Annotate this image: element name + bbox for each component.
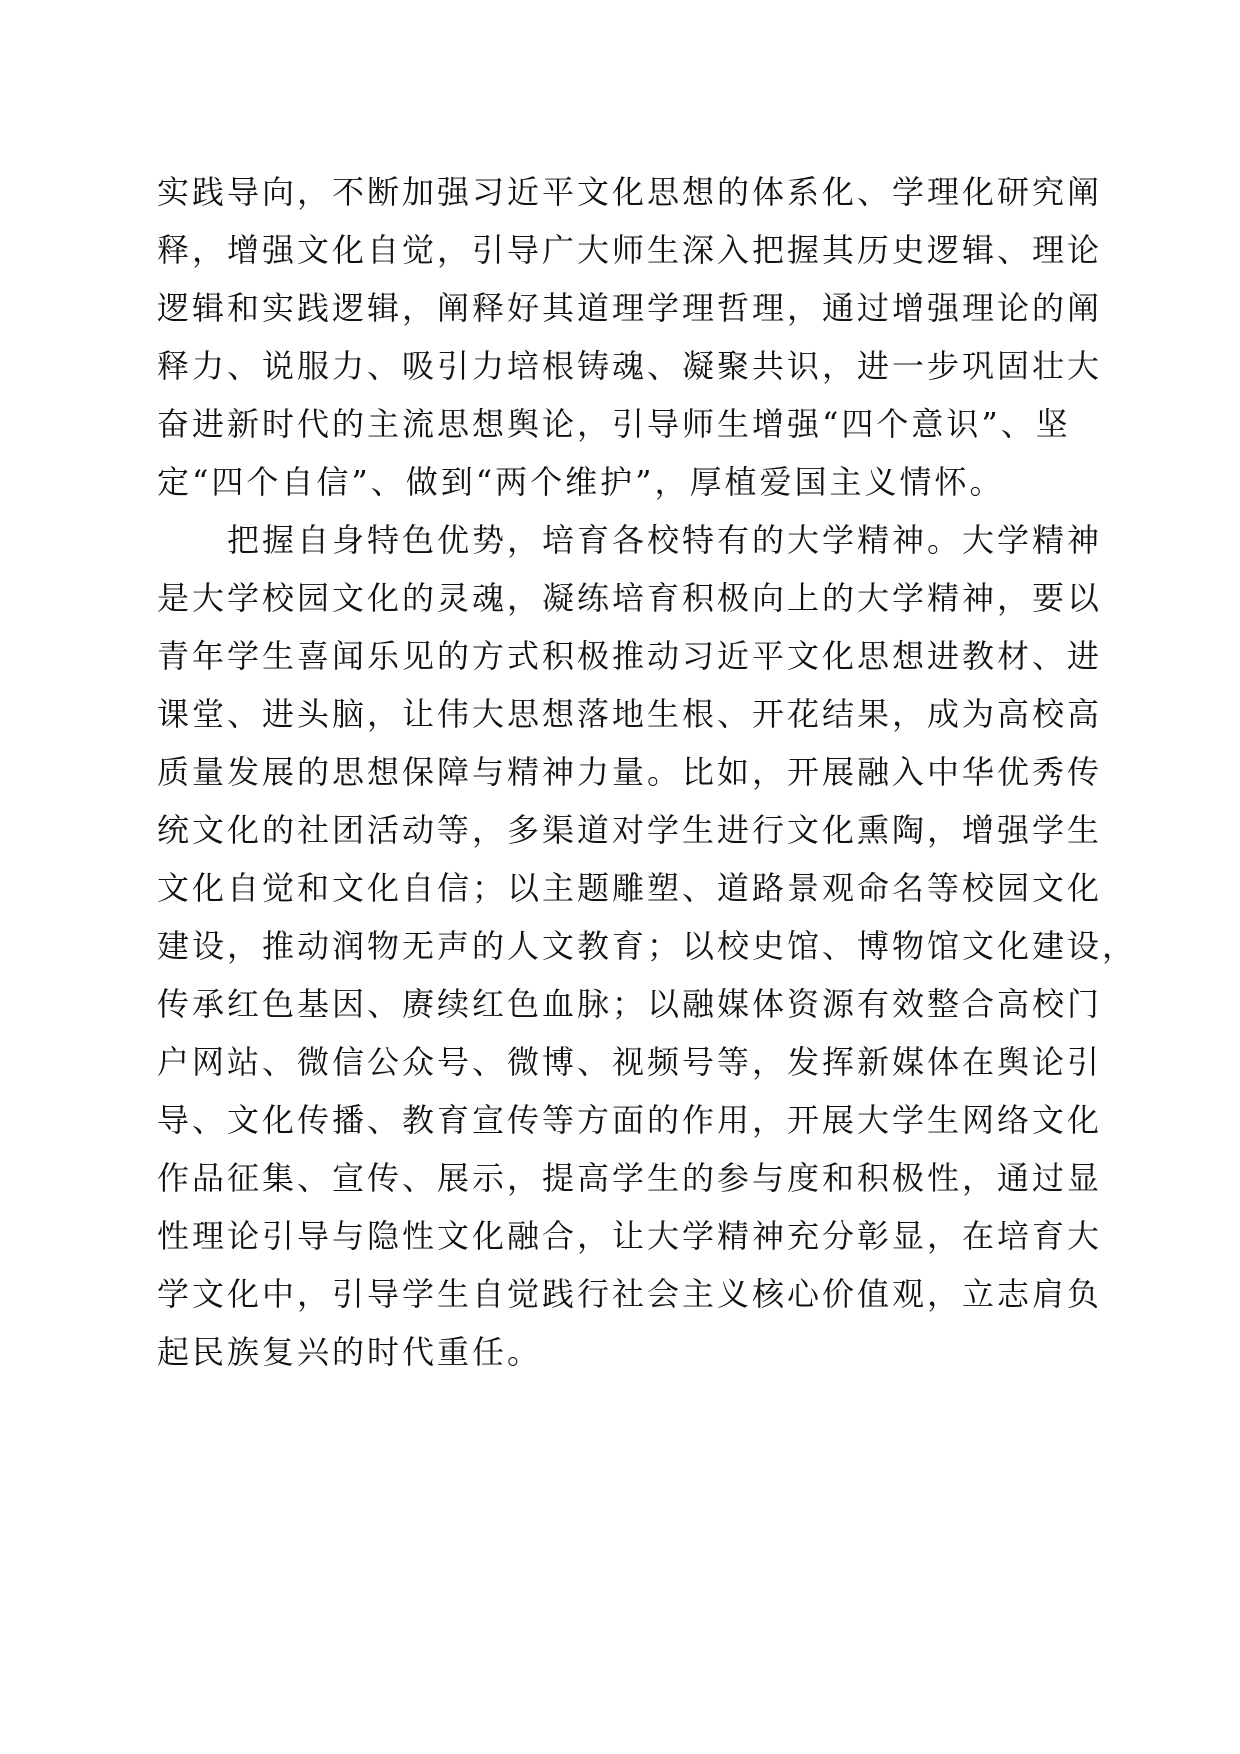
paragraph-2-line-15: 起民族复兴的时代重任。 [157, 1333, 543, 1371]
paragraph-2-line-9: 传承红色基因、赓续红色血脉；以融媒体资源有效整合高校门 [157, 985, 1103, 1023]
paragraph-2-line-8: 建设，推动润物无声的人文教育；以校史馆、博物馆文化建设， [157, 927, 1138, 965]
paragraph-1-line-2: 释，增强文化自觉，引导广大师生深入把握其历史逻辑、理论 [157, 231, 1103, 269]
paragraph-2-line-13: 性理论引导与隐性文化融合，让大学精神充分彰显，在培育大 [157, 1217, 1103, 1255]
paragraph-2-line-1: 把握自身特色优势，培育各校特有的大学精神。大学精神 [227, 521, 1103, 559]
paragraph-1-line-4: 释力、说服力、吸引力培根铸魂、凝聚共识，进一步巩固壮大 [157, 347, 1103, 385]
paragraph-2-line-12: 作品征集、宣传、展示，提高学生的参与度和积极性，通过显 [157, 1159, 1103, 1197]
paragraph-2-line-14: 学文化中，引导学生自觉践行社会主义核心价值观，立志肩负 [157, 1275, 1103, 1313]
paragraph-2-line-2: 是大学校园文化的灵魂，凝练培育积极向上的大学精神，要以 [157, 579, 1103, 617]
paragraph-2-line-6: 统文化的社团活动等，多渠道对学生进行文化熏陶，增强学生 [157, 811, 1103, 849]
paragraph-2-line-11: 导、文化传播、教育宣传等方面的作用，开展大学生网络文化 [157, 1101, 1103, 1139]
paragraph-1-line-6: 定“四个自信”、做到“两个维护”，厚植爱国主义情怀。 [157, 463, 1005, 501]
paragraph-2-line-4: 课堂、进头脑，让伟大思想落地生根、开花结果，成为高校高 [157, 695, 1103, 733]
paragraph-2-line-10: 户网站、微信公众号、微博、视频号等，发挥新媒体在舆论引 [157, 1043, 1103, 1081]
paragraph-2-line-5: 质量发展的思想保障与精神力量。比如，开展融入中华优秀传 [157, 753, 1103, 791]
paragraph-1-line-5: 奋进新时代的主流思想舆论，引导师生增强“四个意识”、坚 [157, 405, 1071, 443]
paragraph-2-line-3: 青年学生喜闻乐见的方式积极推动习近平文化思想进教材、进 [157, 637, 1103, 675]
paragraph-2-line-7: 文化自觉和文化自信；以主题雕塑、道路景观命名等校园文化 [157, 869, 1103, 907]
paragraph-1-line-1: 实践导向，不断加强习近平文化思想的体系化、学理化研究阐 [157, 173, 1103, 211]
body-text [157, 172, 1138, 1371]
paragraph-1-line-3: 逻辑和实践逻辑，阐释好其道理学理哲理，通过增强理论的阐 [157, 289, 1103, 327]
